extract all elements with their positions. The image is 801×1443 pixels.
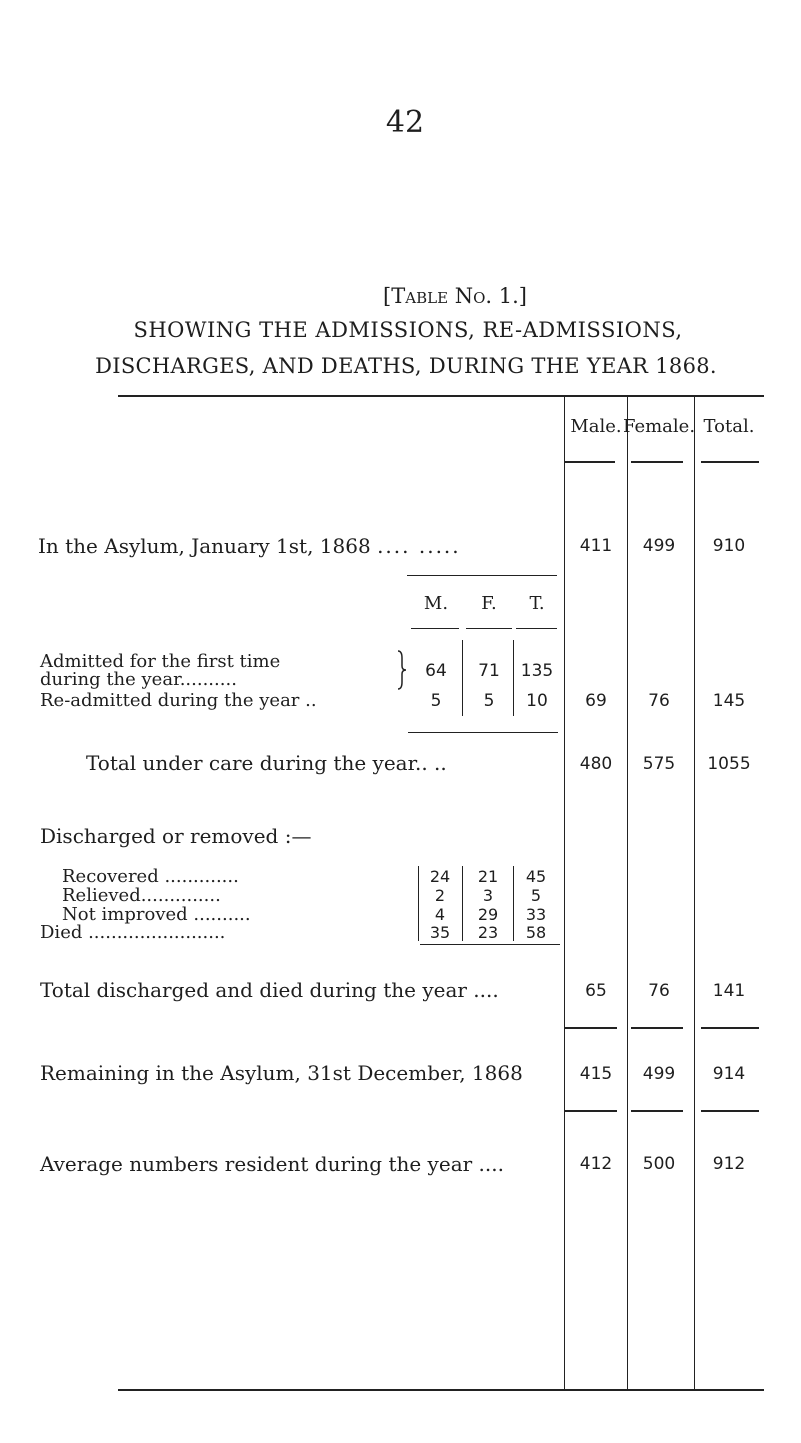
total-under-care-male: 480 — [579, 754, 613, 774]
col-female-header: Female. — [622, 416, 696, 437]
sub-underline-t — [516, 628, 557, 629]
disc-divider-3 — [513, 866, 514, 941]
header-underline-total — [701, 461, 759, 463]
in-asylum-label: In the Asylum, January 1st, 1868 .... ..... — [38, 534, 461, 558]
discharged-row-f: 21 — [477, 867, 499, 886]
average-label: Average numbers resident during the year .... — [40, 1152, 504, 1176]
sub-divider-1 — [462, 640, 463, 716]
discharged-row-t: 5 — [530, 886, 542, 905]
page-number: 42 — [385, 105, 425, 140]
disc-divider-2 — [462, 866, 463, 941]
discharged-row-t: 58 — [525, 923, 547, 942]
discharged-row-f: 23 — [477, 923, 499, 942]
sub-col-m: M. — [423, 593, 449, 614]
readmitted-m: 5 — [430, 691, 442, 711]
average-female: 500 — [642, 1154, 676, 1174]
total-under-care-female: 575 — [642, 754, 676, 774]
readmitted-label: Re-admitted during the year .. — [40, 690, 317, 711]
admitted-label-2: during the year.......... — [40, 669, 237, 690]
title-line-2: DISCHARGES, AND DEATHS, DURING THE YEAR 1868. — [95, 354, 717, 378]
total-under-care-label: Total under care during the year.. .. — [86, 751, 447, 775]
admissions-male: 69 — [585, 691, 607, 711]
discharged-row-label: Died ........................ — [40, 922, 226, 943]
subtable-bottom-rule — [408, 732, 558, 733]
admissions-female: 76 — [648, 691, 670, 711]
table-ref: [Table No. 1.] — [383, 284, 527, 308]
discharged-row-label: Relieved.............. — [62, 885, 221, 906]
disc-divider-1 — [418, 866, 419, 941]
discharged-row-f: 29 — [477, 905, 499, 924]
col-total-header: Total. — [703, 416, 755, 437]
rule-total-2 — [701, 1110, 759, 1112]
discharged-row-f: 3 — [482, 886, 494, 905]
admissions-total: 145 — [712, 691, 746, 711]
header-underline-male — [565, 461, 615, 463]
readmitted-t: 10 — [526, 691, 548, 711]
subtable-top-rule — [407, 575, 557, 576]
admitted-t: 135 — [520, 661, 554, 681]
discharged-bottom-rule — [420, 944, 560, 945]
discharged-row-t: 33 — [525, 905, 547, 924]
discharged-row-m: 2 — [434, 886, 446, 905]
remaining-total: 914 — [712, 1064, 746, 1084]
remaining-female: 499 — [642, 1064, 676, 1084]
readmitted-f: 5 — [483, 691, 495, 711]
remaining-male: 415 — [579, 1064, 613, 1084]
average-male: 412 — [579, 1154, 613, 1174]
in-asylum-female: 499 — [642, 536, 676, 556]
rule-female-2 — [631, 1110, 683, 1112]
col-male-header: Male. — [570, 416, 622, 437]
total-discharged-female: 76 — [648, 981, 670, 1001]
sub-underline-m — [411, 628, 459, 629]
discharged-row-m: 24 — [429, 867, 451, 886]
discharged-row-label: Recovered ............. — [62, 866, 239, 887]
remaining-label: Remaining in the Asylum, 31st December, 1868 — [40, 1061, 523, 1085]
discharged-row-m: 4 — [434, 905, 446, 924]
total-discharged-total: 141 — [712, 981, 746, 1001]
discharged-row-t: 45 — [525, 867, 547, 886]
brace-icon — [397, 650, 407, 690]
total-under-care-total: 1055 — [707, 754, 751, 774]
rule-male-1 — [565, 1027, 617, 1029]
sub-col-f: F. — [481, 593, 497, 614]
average-total: 912 — [712, 1154, 746, 1174]
admitted-f: 71 — [478, 661, 500, 681]
header-underline-female — [631, 461, 683, 463]
table-bottom-rule — [118, 1389, 764, 1391]
total-discharged-male: 65 — [585, 981, 607, 1001]
discharged-row-label: Not improved .......... — [62, 904, 251, 925]
in-asylum-total: 910 — [712, 536, 746, 556]
discharged-row-m: 35 — [429, 923, 451, 942]
col-divider-2 — [627, 395, 628, 1389]
admitted-m: 64 — [425, 661, 447, 681]
rule-male-2 — [565, 1110, 617, 1112]
admitted-label-1: Admitted for the first time — [40, 651, 281, 672]
table-top-rule — [118, 395, 764, 397]
sub-divider-2 — [513, 640, 514, 716]
discharged-heading: Discharged or removed :— — [40, 824, 312, 848]
title-line-1: SHOWING THE ADMISSIONS, RE-ADMISSIONS, — [133, 318, 683, 342]
rule-total-1 — [701, 1027, 759, 1029]
sub-col-t: T. — [529, 593, 545, 614]
rule-female-1 — [631, 1027, 683, 1029]
col-divider-1 — [564, 395, 565, 1389]
sub-underline-f — [466, 628, 512, 629]
total-discharged-label: Total discharged and died during the year .... — [40, 978, 499, 1002]
in-asylum-male: 411 — [579, 536, 613, 556]
col-divider-3 — [694, 395, 695, 1389]
